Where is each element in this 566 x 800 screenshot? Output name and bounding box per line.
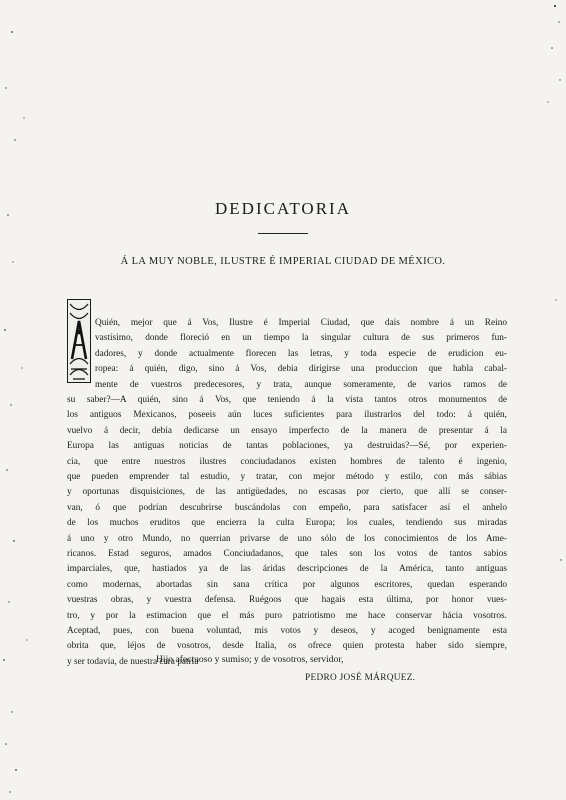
body-line: como modernas, abortadas sin sana crítica por algunos escritores, quedan esperando bbox=[67, 579, 507, 590]
body-line: vuelvo á decir, debía dedicarse un ensayo imperfecto de la manera de presentar á la bbox=[67, 425, 507, 436]
body-line: van, ó que podrían descubrirse buscándolas con empeño, para satisfacer así el anhelo bbox=[67, 502, 507, 513]
body-line: su saber?—A quién, sino á Vos, que teniendo á la vista tantos otros monumentos de bbox=[67, 395, 507, 405]
body-line: á uno y otro Mundo, no querrian privarse de uno sólo de los conocimientos de los Ame- bbox=[67, 533, 507, 544]
body-line: Aceptad, pues, con buena voluntad, mis votos y deseos, y acoged benignamente esta bbox=[67, 626, 507, 636]
dedication-title: DEDICATORIA bbox=[215, 199, 351, 219]
body-line: obrita que, léjos de vosotros, desde Italia, os ofrece quien protesta haber sido siempre, bbox=[67, 641, 507, 652]
body-line: que pueden emprender tal estudio, y tratar, con mejor método y estilo, con más sábias bbox=[67, 472, 507, 482]
body-line: mente de vuestros predecesores, y trata, aunque someramente, de varios ramos de bbox=[95, 379, 507, 390]
body-line: ricanos. Estad seguros, amados Conciudadanos, que tales son los votos de tantos sabios bbox=[67, 549, 507, 559]
body-line: de los muchos eruditos que encierra la culta Europa; los cuales, tendiendo sus miradas bbox=[67, 518, 507, 529]
body-line: cia, que entre nuestros ilustres conciudadanos existen hombres de talento é ingenio, bbox=[67, 456, 507, 467]
body-line: vuestras obras, y vuestra defensa. Ruégoos que hagais esta última, por honor vues- bbox=[67, 595, 507, 606]
body-line: dadores, y donde actualmente florecen las letras, y toda especie de erudicion eu- bbox=[95, 348, 507, 359]
body-line: y ser todavía, de nuestra cara patria bbox=[67, 656, 199, 667]
closing-line: Hijo afectuoso y sumiso; y de vosotros, servidor, bbox=[156, 654, 344, 665]
body-line: Europa las antiguas noticias de tantas poblaciones, ya destruidas?—Sé, por experien- bbox=[67, 441, 507, 452]
body-line: vastísimo, donde floreció en un tiempo la singular cultura de sus primeros fun- bbox=[95, 333, 507, 344]
body-line: ropea: á quién, digo, sino á Vos, debia dirigirse una produccion que habla cabal- bbox=[95, 364, 507, 375]
body-line: Quién, mejor que á Vos, Ilustre é Imperial Ciudad, que dais nombre á un Reino bbox=[95, 318, 507, 328]
body-line: y oportunas disquisiciones, de las antigüedades, no escasas por cierto, que allí se conser- bbox=[67, 487, 507, 498]
body-line: tro, y por la estimacion que el más puro patriotismo me hace conservar hácia vosotros. bbox=[67, 610, 507, 621]
author-signature: PEDRO JOSÉ MÁRQUEZ. bbox=[305, 673, 416, 683]
ornamental-initial-a bbox=[67, 299, 91, 383]
body-line: imparciales, que, hastiados ya de las áridas descripciones de la América, tanto antiguas bbox=[67, 564, 507, 575]
dedication-addressee: Á LA MUY NOBLE, ILUSTRE É IMPERIAL CIUDAD DE MÉXICO. bbox=[120, 256, 446, 267]
title-divider bbox=[258, 233, 308, 234]
body-line: los antiguos Mexicanos, poseeis aún luces suficientes para ilustrarlos del todo: á quién, bbox=[67, 410, 507, 421]
